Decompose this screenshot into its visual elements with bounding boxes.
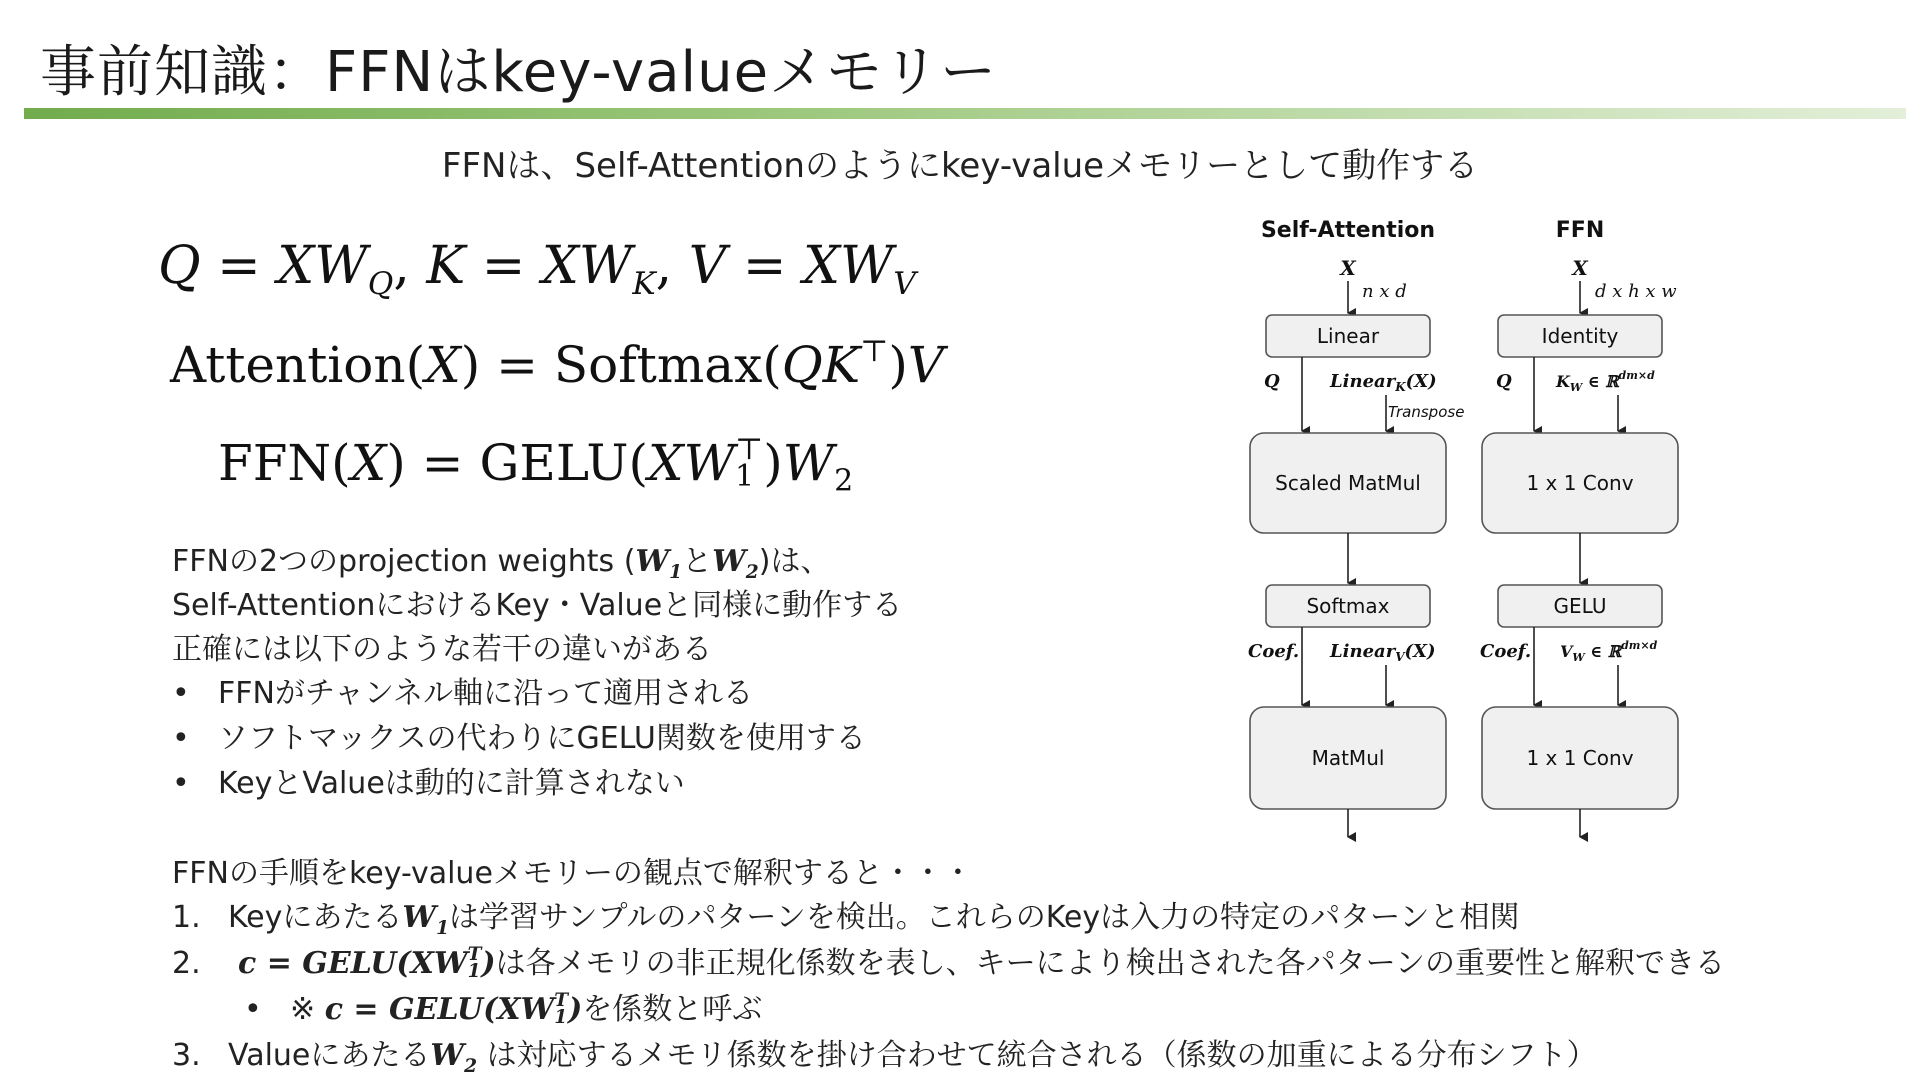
gelu-label: GELU — [1553, 594, 1607, 618]
softmax-label: Softmax — [1306, 594, 1390, 618]
equation-attention-text: Attention(X) = Softmax(QK⊤)V — [170, 334, 944, 394]
scaled-matmul-label: Scaled MatMul — [1275, 471, 1421, 495]
identity-label: Identity — [1541, 324, 1619, 348]
sa-input-x: X — [1340, 256, 1356, 280]
sa-q-label: Q — [1264, 371, 1280, 392]
equation-qkv — [158, 236, 916, 302]
title-underline-bar — [24, 108, 1906, 119]
ffn-coef-label: Coef. — [1480, 641, 1532, 662]
body-line-1 — [172, 536, 830, 583]
body-line-3: 正確には以下のような若干の違いがある — [172, 632, 712, 667]
conv2-label: 1 x 1 Conv — [1526, 746, 1634, 770]
sa-coef-label: Coef. — [1248, 641, 1300, 662]
step-1-b: は学習サンプルのパターンを検出。これらのKeyは入力の特定のパターンと相関 — [449, 900, 1520, 935]
bullet-marker: • — [172, 766, 190, 801]
body-line-1-to: と — [682, 544, 713, 579]
sa-input-dim: n x d — [1362, 281, 1407, 302]
step-3 — [172, 1030, 1597, 1077]
sa-linearv-label: Linear$_V$(X) — [1330, 641, 1436, 664]
body-line-2: Self-AttentionにおけるKey・Valueと同様に動作する — [172, 588, 903, 623]
step-1-a: Keyにあたる — [228, 900, 403, 935]
note-mark: ※ — [290, 992, 325, 1027]
diagram-title-self-attention: Self-Attention — [1260, 218, 1436, 243]
equation-qkv-text: $Q = XW_Q$, $K = XW_K$, $V = XW_V$ — [158, 236, 916, 302]
step-2 — [172, 938, 1725, 982]
ffn-input-dim: d x h x w — [1595, 281, 1677, 302]
step-3-a: Valueにあたる — [228, 1038, 431, 1073]
step-2-subbullet — [244, 984, 762, 1028]
equation-attention — [170, 334, 944, 394]
linear-label: Linear — [1316, 324, 1380, 348]
architecture-diagram — [1230, 205, 1710, 845]
slide-subtitle: FFNは、Self-Attentionのようにkey-valueメモリーとして動作する — [441, 146, 1479, 186]
ffn-q-label: Q — [1496, 371, 1512, 392]
body-line-1-b: )は、 — [758, 544, 831, 579]
bullet-text: FFNがチャンネル軸に沿って適用される — [218, 676, 754, 711]
step-2-sub-b: を係数と呼ぶ — [582, 992, 763, 1027]
transpose-label: Transpose — [1388, 403, 1465, 421]
diagram-title-ffn: FFN — [1555, 218, 1605, 243]
bullet-item — [172, 668, 753, 712]
step-number: 1. — [172, 900, 201, 935]
step-3-b: は対応するメモリ係数を掛け合わせて統合される（係数の加重による分布シフト） — [477, 1038, 1597, 1073]
w1-symbol: $W_1$ — [635, 544, 683, 583]
coef-formula: c = GELU(XW T 1 ) — [238, 943, 496, 982]
slide-title: 事前知識：FFNはkey-valueメモリー — [40, 40, 998, 105]
bullet-marker: • — [172, 676, 190, 711]
step-1 — [172, 892, 1520, 939]
step-number: 2. — [172, 946, 201, 981]
bullet-text: ソフトマックスの代わりにGELU関数を使用する — [218, 721, 866, 756]
w1-symbol: $W_1$ — [402, 900, 450, 939]
bullet-marker: • — [172, 721, 190, 756]
sa-lineark-label: Linear$_K$(X) — [1330, 371, 1437, 394]
bullet-item — [172, 758, 685, 802]
bullet-marker: • — [244, 992, 262, 1027]
equation-ffn-text: FFN(X) = GELU(XW ⊤ 1 )$W_2$ — [218, 432, 854, 499]
ffn-input-x: X — [1572, 256, 1588, 280]
step-number: 3. — [172, 1038, 201, 1073]
conv1-label: 1 x 1 Conv — [1526, 471, 1634, 495]
w2-symbol: $W_2$ — [430, 1038, 478, 1077]
bullet-text: KeyとValueは動的に計算されない — [218, 766, 685, 801]
bullet-item — [172, 713, 866, 757]
body-line-1-a: FFNの2つのprojection weights ( — [172, 544, 636, 579]
coef-formula: c = GELU(XW T 1 ) — [324, 989, 583, 1028]
ffn-kw-label: $K_W$ ∈ ℝ$^{dm\times d}$ — [1556, 369, 1655, 394]
w2-symbol: $W_2$ — [712, 544, 759, 583]
ffn-vw-label: $V_W$ ∈ ℝ$^{dm\times d}$ — [1560, 639, 1658, 664]
step-2-b: は各メモリの非正規化係数を表し、キーにより検出された各パターンの重要性と解釈できる — [495, 946, 1726, 981]
equation-ffn — [218, 434, 853, 499]
matmul-label: MatMul — [1311, 746, 1385, 770]
steps-intro: FFNの手順をkey-valueメモリーの観点で解釈すると・・・ — [172, 856, 973, 891]
